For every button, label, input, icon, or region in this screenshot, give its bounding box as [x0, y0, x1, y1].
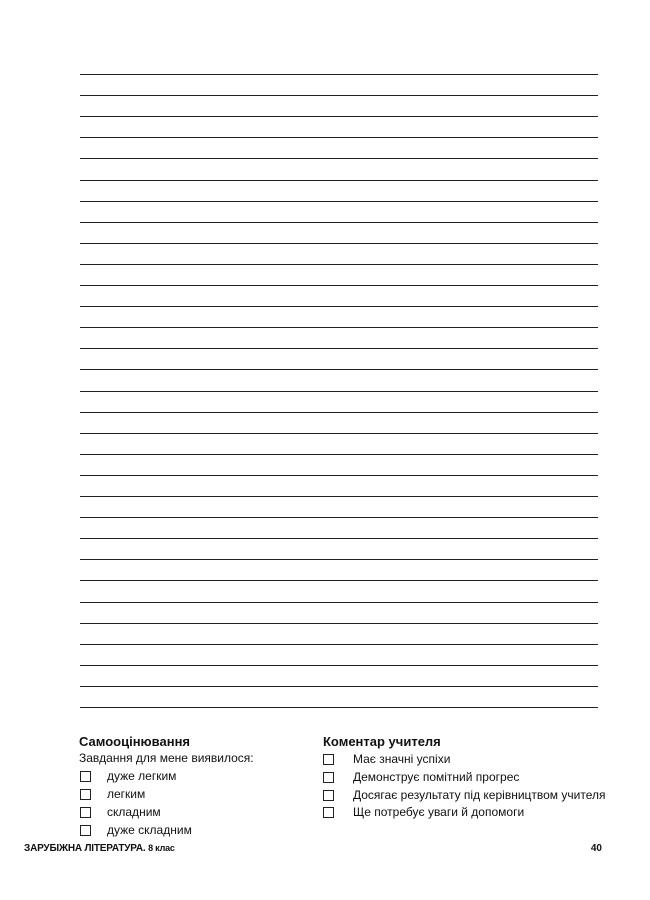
self-option-easy[interactable]: [80, 786, 145, 802]
writing-line: [80, 391, 598, 392]
teacher-option-4[interactable]: [323, 804, 524, 820]
teacher-option-1[interactable]: [323, 751, 450, 767]
self-assessment-subtitle: Завдання для мене виявилося:: [79, 751, 254, 765]
writing-line: [80, 158, 598, 159]
writing-line: [80, 264, 598, 265]
writing-line: [80, 686, 598, 687]
writing-line: [80, 201, 598, 202]
self-assessment-title: Самооцінювання: [79, 734, 191, 749]
checkbox[interactable]: [80, 825, 91, 836]
self-option-very-hard[interactable]: [80, 822, 192, 838]
checkbox[interactable]: [323, 807, 334, 818]
self-option-very-easy[interactable]: [80, 768, 176, 784]
writing-line: [80, 95, 598, 96]
writing-line: [80, 665, 598, 666]
option-label: Досягає результату під керівництвом учителя: [353, 788, 606, 802]
writing-line: [80, 538, 598, 539]
writing-line: [80, 285, 598, 286]
option-label: Демонструє помітний прогрес: [353, 770, 520, 784]
footer-subject: [24, 843, 175, 854]
checkbox[interactable]: [323, 754, 334, 765]
checkbox[interactable]: [80, 771, 91, 782]
writing-line: [80, 644, 598, 645]
writing-line: [80, 475, 598, 476]
option-label: легким: [107, 787, 146, 801]
writing-line: [80, 433, 598, 434]
page-number: 40: [590, 843, 602, 854]
writing-line: [80, 602, 598, 603]
writing-line: [80, 222, 598, 223]
writing-line: [80, 559, 598, 560]
option-label: дуже складним: [107, 823, 192, 837]
option-label: Має значні успіхи: [353, 752, 451, 766]
option-label: дуже легким: [107, 769, 177, 783]
writing-line: [80, 517, 598, 518]
checkbox[interactable]: [323, 772, 334, 783]
writing-line: [80, 137, 598, 138]
writing-line: [80, 306, 598, 307]
writing-line: [80, 74, 598, 75]
writing-line: [80, 369, 598, 370]
footer-grade: 8 клас: [148, 843, 175, 853]
writing-line: [80, 327, 598, 328]
teacher-comment-title: Коментар учителя: [323, 734, 441, 749]
writing-line: [80, 707, 598, 708]
footer-subject-title: ЗАРУБІЖНА ЛІТЕРАТУРА.: [24, 843, 146, 854]
writing-line: [80, 348, 598, 349]
option-label: складним: [107, 805, 161, 819]
self-option-hard[interactable]: [80, 804, 161, 820]
writing-line: [80, 180, 598, 181]
checkbox[interactable]: [80, 789, 91, 800]
writing-lines-area: [80, 0, 598, 720]
teacher-option-2[interactable]: [323, 769, 519, 785]
teacher-option-3[interactable]: [323, 787, 605, 803]
option-label: Ще потребує уваги й допомоги: [353, 805, 525, 819]
writing-line: [80, 412, 598, 413]
writing-line: [80, 496, 598, 497]
writing-line: [80, 454, 598, 455]
writing-line: [80, 580, 598, 581]
writing-line: [80, 116, 598, 117]
checkbox[interactable]: [80, 807, 91, 818]
writing-line: [80, 243, 598, 244]
writing-line: [80, 623, 598, 624]
checkbox[interactable]: [323, 790, 334, 801]
